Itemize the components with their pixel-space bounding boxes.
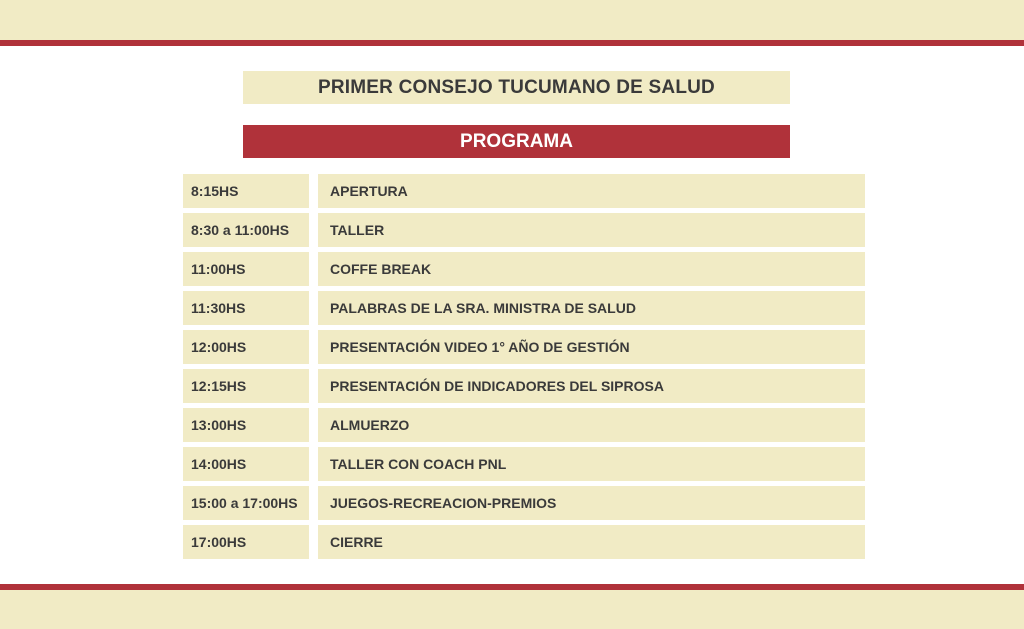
- schedule-event: CIERRE: [318, 525, 865, 559]
- schedule-row: [183, 174, 865, 208]
- schedule-event: ALMUERZO: [318, 408, 865, 442]
- event-title: [243, 71, 790, 104]
- schedule-time: 8:15HS: [183, 174, 309, 208]
- event-title-text: PRIMER CONSEJO TUCUMANO DE SALUD: [318, 76, 715, 98]
- schedule-table: [183, 174, 865, 559]
- schedule-time: 11:00HS: [183, 252, 309, 286]
- schedule-time: 11:30HS: [183, 291, 309, 325]
- schedule-row: [183, 369, 865, 403]
- schedule-row: [183, 252, 865, 286]
- schedule-row: [183, 408, 865, 442]
- bottom-band: [0, 590, 1024, 629]
- schedule-row: [183, 291, 865, 325]
- schedule-time: 14:00HS: [183, 447, 309, 481]
- schedule-time: 12:15HS: [183, 369, 309, 403]
- schedule-event: APERTURA: [318, 174, 865, 208]
- schedule-event: TALLER: [318, 213, 865, 247]
- schedule-time: 8:30 a 11:00HS: [183, 213, 309, 247]
- program-heading-text: PROGRAMA: [460, 130, 573, 152]
- top-band: [0, 0, 1024, 40]
- program-heading: [243, 125, 790, 158]
- schedule-time: 13:00HS: [183, 408, 309, 442]
- schedule-event: PRESENTACIÓN VIDEO 1° AÑO DE GESTIÓN: [318, 330, 865, 364]
- schedule-row: [183, 486, 865, 520]
- top-red-rule: [0, 40, 1024, 46]
- schedule-time: 15:00 a 17:00HS: [183, 486, 309, 520]
- schedule-time: 12:00HS: [183, 330, 309, 364]
- schedule-event: PALABRAS DE LA SRA. MINISTRA DE SALUD: [318, 291, 865, 325]
- schedule-time: 17:00HS: [183, 525, 309, 559]
- schedule-row: [183, 213, 865, 247]
- schedule-event: TALLER CON COACH PNL: [318, 447, 865, 481]
- schedule-event: JUEGOS-RECREACION-PREMIOS: [318, 486, 865, 520]
- schedule-row: [183, 330, 865, 364]
- schedule-event: COFFE BREAK: [318, 252, 865, 286]
- schedule-row: [183, 447, 865, 481]
- schedule-row: [183, 525, 865, 559]
- schedule-event: PRESENTACIÓN DE INDICADORES DEL SIPROSA: [318, 369, 865, 403]
